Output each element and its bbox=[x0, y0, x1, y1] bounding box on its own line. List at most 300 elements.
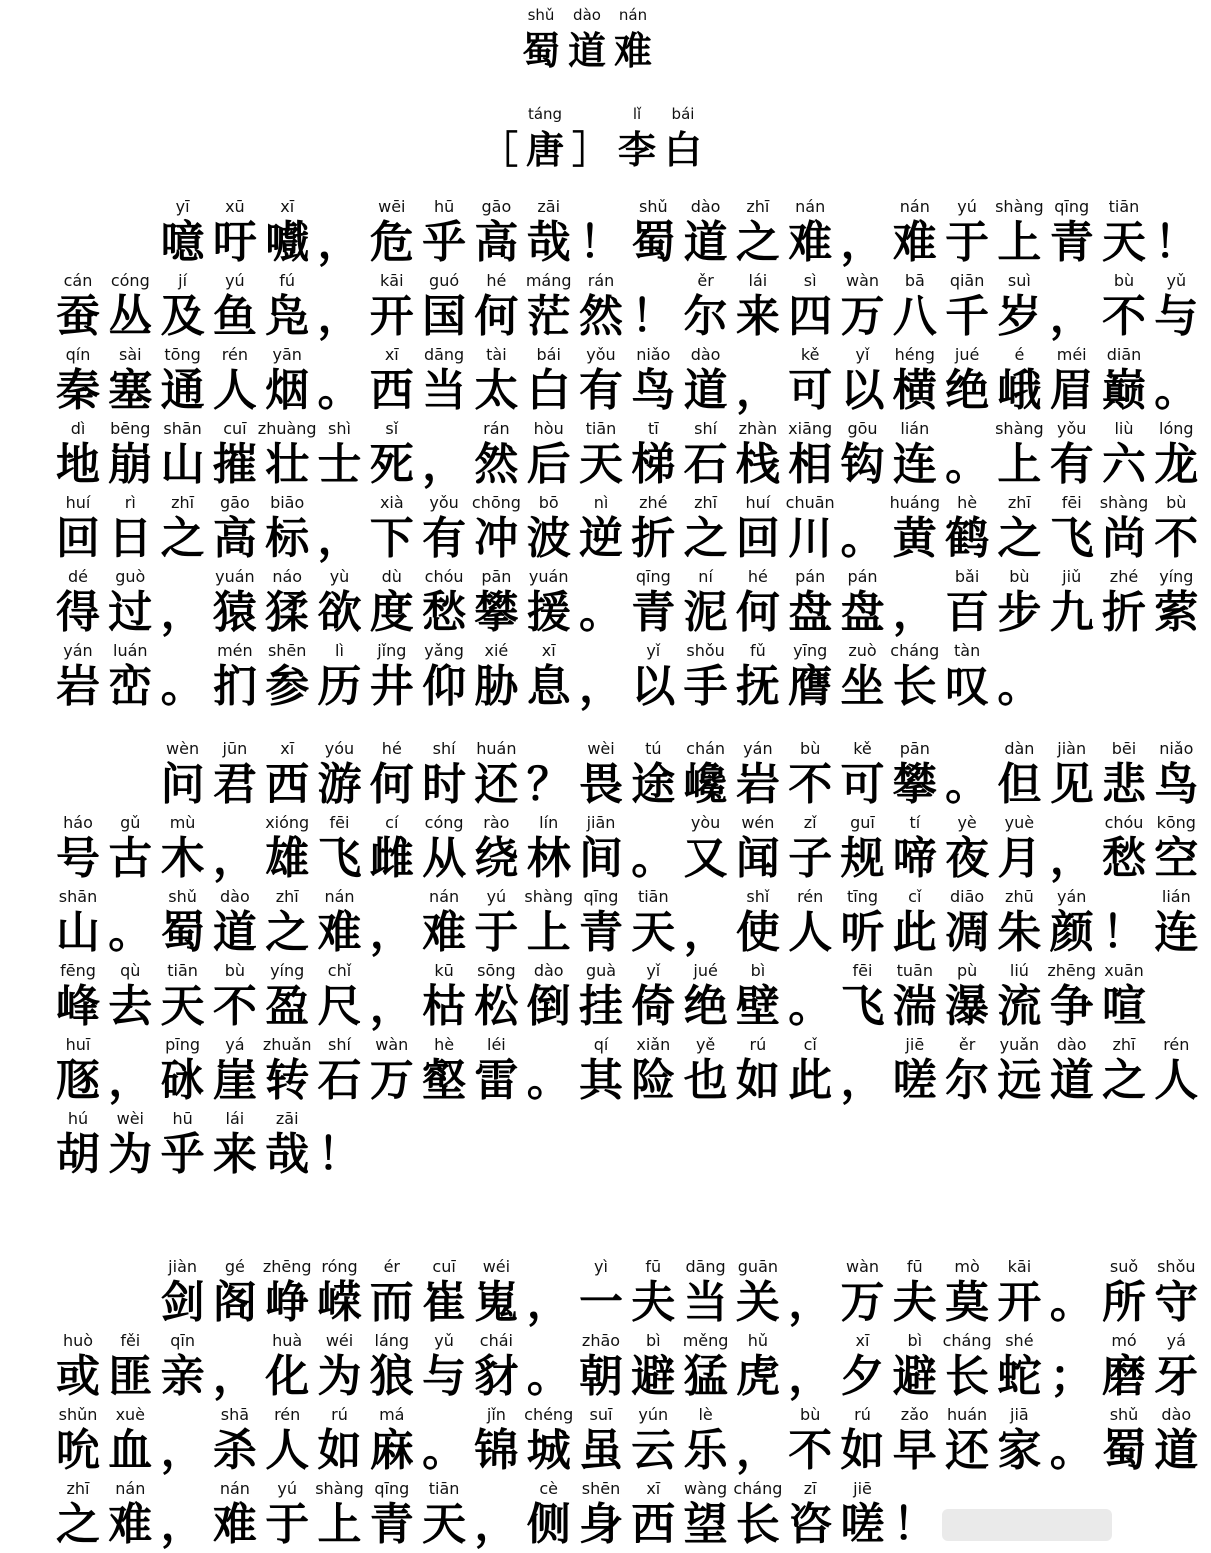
char-cell bbox=[681, 1404, 731, 1478]
hanzi-character: ］ bbox=[571, 127, 610, 172]
hanzi-character: 枯 bbox=[422, 981, 467, 1032]
pinyin-annotation: sì bbox=[803, 271, 817, 290]
hanzi-character: 巉 bbox=[683, 759, 728, 810]
poem-line bbox=[0, 418, 1199, 492]
pinyin-annotation: bǎi bbox=[954, 567, 980, 586]
pinyin-annotation: máng bbox=[525, 271, 572, 290]
hanzi-character: 以 bbox=[631, 661, 676, 712]
pinyin-annotation: tīng bbox=[846, 887, 878, 906]
pinyin-annotation: sōng bbox=[477, 961, 516, 980]
char-cell bbox=[994, 270, 1044, 344]
char-cell bbox=[658, 103, 708, 177]
hanzi-character: 西 bbox=[631, 1499, 676, 1550]
hanzi-character: 夜 bbox=[945, 833, 990, 884]
hanzi-character: 秦 bbox=[56, 365, 100, 416]
pinyin-annotation: zhuàng bbox=[257, 419, 317, 438]
pinyin-annotation: jǐn bbox=[486, 1405, 506, 1424]
hanzi-character: 于 bbox=[945, 217, 990, 268]
hanzi-character: 。 bbox=[945, 759, 990, 810]
pinyin-annotation: lǐ bbox=[632, 105, 642, 123]
hanzi-character: ！ bbox=[892, 1499, 937, 1550]
hanzi-character: 川 bbox=[788, 513, 833, 564]
pinyin-annotation: tuān bbox=[896, 961, 933, 980]
pinyin-annotation: jí bbox=[178, 271, 188, 290]
char-cell bbox=[524, 566, 574, 640]
hanzi-character: 一 bbox=[579, 1277, 623, 1328]
pinyin-annotation: má bbox=[379, 1405, 405, 1424]
pinyin-annotation: háo bbox=[63, 813, 93, 832]
pinyin-annotation: tàn bbox=[953, 641, 981, 660]
pinyin-annotation: hú bbox=[67, 1109, 89, 1128]
pinyin-annotation: méi bbox=[1056, 345, 1087, 364]
hanzi-character: 历 bbox=[317, 661, 362, 712]
hanzi-character: 为 bbox=[317, 1351, 362, 1402]
hanzi-character: 峦 bbox=[108, 661, 153, 712]
hanzi-character: 有 bbox=[579, 365, 623, 416]
pinyin-annotation: hè bbox=[434, 1035, 455, 1054]
char-cell bbox=[1151, 344, 1201, 418]
pinyin-annotation: ěr bbox=[958, 1035, 976, 1054]
pinyin-annotation: guà bbox=[585, 961, 617, 980]
hanzi-character: 回 bbox=[56, 513, 100, 564]
pinyin-annotation: shé bbox=[1005, 1331, 1034, 1350]
hanzi-character: 上 bbox=[317, 1499, 362, 1550]
hanzi-character: 早 bbox=[892, 1425, 937, 1476]
pinyin-annotation: shì bbox=[328, 419, 351, 438]
char-cell bbox=[785, 196, 835, 270]
hanzi-character: 开 bbox=[997, 1277, 1042, 1328]
hanzi-character: 烟 bbox=[265, 365, 310, 416]
hanzi-character: 之 bbox=[56, 1499, 100, 1550]
pinyin-annotation: wèi bbox=[587, 739, 615, 758]
pinyin-annotation: shǒu bbox=[686, 641, 725, 660]
hanzi-character: 抚 bbox=[735, 661, 780, 712]
hanzi-character: 绝 bbox=[683, 981, 728, 1032]
char-cell bbox=[471, 1330, 521, 1404]
pinyin-annotation: lì bbox=[335, 641, 344, 660]
hanzi-character: 家 bbox=[997, 1425, 1042, 1476]
pinyin-annotation: wàn bbox=[845, 271, 880, 290]
pinyin-annotation: xī bbox=[384, 345, 399, 364]
hanzi-character: 飞 bbox=[840, 981, 885, 1032]
hanzi-character: 磨 bbox=[1102, 1351, 1146, 1402]
hanzi-character: 问 bbox=[160, 759, 205, 810]
char-cell bbox=[733, 1330, 783, 1404]
hanzi-character: 血 bbox=[108, 1425, 153, 1476]
hanzi-character: 死 bbox=[369, 439, 414, 490]
pinyin-annotation: yǐ bbox=[646, 641, 661, 660]
pinyin-annotation: dāng bbox=[423, 345, 465, 364]
pinyin-annotation: yuán bbox=[528, 567, 569, 586]
pinyin-annotation: cuī bbox=[223, 419, 247, 438]
char-cell bbox=[576, 812, 626, 886]
pinyin-annotation: fēi bbox=[329, 813, 350, 832]
pinyin-annotation: fū bbox=[906, 1257, 923, 1276]
pinyin-annotation: suī bbox=[589, 1405, 613, 1424]
pinyin-annotation: yì bbox=[594, 1257, 608, 1276]
char-cell bbox=[105, 1404, 155, 1478]
hanzi-character: 愁 bbox=[422, 587, 467, 638]
pinyin-annotation: tiān bbox=[167, 961, 198, 980]
hanzi-character: ， bbox=[160, 587, 205, 638]
hanzi-character: 千 bbox=[945, 291, 990, 342]
hanzi-character: 嗟 bbox=[840, 1499, 885, 1550]
hanzi-character: 于 bbox=[474, 907, 519, 958]
hanzi-character: 此 bbox=[892, 907, 937, 958]
hanzi-character: 。 bbox=[840, 513, 885, 564]
hanzi-character: 四 bbox=[788, 291, 833, 342]
hanzi-character: ！ bbox=[1102, 907, 1146, 958]
hanzi-character: 尺 bbox=[317, 981, 362, 1032]
pinyin-annotation: qīn bbox=[170, 1331, 195, 1350]
hanzi-character: 剑 bbox=[160, 1277, 205, 1328]
pinyin-annotation: dào bbox=[690, 345, 721, 364]
hanzi-character: 夫 bbox=[631, 1277, 676, 1328]
pinyin-annotation: yán bbox=[743, 739, 773, 758]
hanzi-character: 横 bbox=[892, 365, 937, 416]
hanzi-character: 避 bbox=[631, 1351, 676, 1402]
pinyin-annotation: hòu bbox=[533, 419, 564, 438]
hanzi-character: 攀 bbox=[474, 587, 519, 638]
char-cell bbox=[838, 566, 888, 640]
char-cell bbox=[262, 344, 312, 418]
pinyin-annotation: pù bbox=[956, 961, 978, 980]
hanzi-character: 远 bbox=[997, 1055, 1042, 1106]
hanzi-character: 山 bbox=[56, 907, 100, 958]
pinyin-annotation: jǐng bbox=[377, 641, 407, 660]
pinyin-annotation: yān bbox=[272, 345, 302, 364]
hanzi-character: 猱 bbox=[265, 587, 310, 638]
hanzi-character: 欲 bbox=[317, 587, 362, 638]
pinyin-annotation: zāi bbox=[275, 1109, 299, 1128]
pinyin-annotation: bì bbox=[645, 1331, 661, 1350]
hanzi-character: 悲 bbox=[1102, 759, 1146, 810]
pinyin-annotation: huán bbox=[946, 1405, 988, 1424]
hanzi-character: 听 bbox=[840, 907, 885, 958]
hanzi-character: 喧 bbox=[1102, 981, 1146, 1032]
pinyin-annotation: huáng bbox=[889, 493, 940, 512]
pinyin-annotation: lín bbox=[539, 813, 559, 832]
hanzi-character: 倒 bbox=[526, 981, 571, 1032]
pinyin-annotation: léi bbox=[487, 1035, 506, 1054]
hanzi-character: 石 bbox=[317, 1055, 362, 1106]
hanzi-character: 君 bbox=[212, 759, 257, 810]
hanzi-character: 何 bbox=[474, 291, 519, 342]
char-cell bbox=[1151, 196, 1201, 270]
char-cell bbox=[262, 1108, 312, 1182]
hanzi-character: 牙 bbox=[1154, 1351, 1199, 1402]
hanzi-character: 上 bbox=[526, 907, 571, 958]
hanzi-character: 难 bbox=[422, 907, 467, 958]
hanzi-character: 雌 bbox=[369, 833, 414, 884]
hanzi-character: 崩 bbox=[108, 439, 153, 490]
hanzi-character: ， bbox=[840, 1055, 885, 1106]
pinyin-annotation: nán bbox=[795, 197, 826, 216]
char-cell bbox=[681, 344, 731, 418]
pinyin-annotation: jiān bbox=[586, 813, 616, 832]
pinyin-annotation: náo bbox=[272, 567, 303, 586]
pinyin-annotation: chǐ bbox=[327, 961, 352, 980]
pinyin-annotation: xū bbox=[225, 197, 245, 216]
pinyin-annotation: shàng bbox=[995, 419, 1044, 438]
hanzi-character: 息 bbox=[526, 661, 571, 712]
hanzi-character: 飞 bbox=[1049, 513, 1094, 564]
hanzi-character: 长 bbox=[892, 661, 937, 712]
hanzi-character: 子 bbox=[788, 833, 833, 884]
pinyin-annotation: fēi bbox=[1061, 493, 1082, 512]
pinyin-annotation: lái bbox=[225, 1109, 245, 1128]
hanzi-character: ！ bbox=[631, 291, 676, 342]
hanzi-character: 砯 bbox=[160, 1055, 205, 1106]
pinyin-annotation: cháng bbox=[733, 1479, 783, 1498]
hanzi-character: 峥 bbox=[265, 1277, 310, 1328]
pinyin-annotation: jiē bbox=[905, 1035, 925, 1054]
char-cell bbox=[367, 1404, 417, 1478]
hanzi-character: ， bbox=[212, 833, 257, 884]
pinyin-annotation: zǐ bbox=[803, 813, 817, 832]
hanzi-character: ， bbox=[788, 1351, 833, 1402]
pinyin-annotation: nán bbox=[429, 887, 460, 906]
hanzi-character: ， bbox=[212, 1351, 257, 1402]
pinyin-annotation: diān bbox=[1106, 345, 1142, 364]
hanzi-character: ， bbox=[369, 907, 414, 958]
hanzi-character: 鹤 bbox=[945, 513, 990, 564]
hanzi-character: 猛 bbox=[683, 1351, 728, 1402]
pinyin-annotation: chōng bbox=[471, 493, 521, 512]
hanzi-character: 地 bbox=[56, 439, 100, 490]
char-cell bbox=[262, 270, 312, 344]
hanzi-character: 嵬 bbox=[474, 1277, 519, 1328]
hanzi-character: 。 bbox=[945, 439, 990, 490]
hanzi-character: 黄 bbox=[892, 513, 937, 564]
hanzi-character: 麻 bbox=[369, 1425, 414, 1476]
hanzi-character: 绝 bbox=[945, 365, 990, 416]
pinyin-annotation: lè bbox=[698, 1405, 713, 1424]
hanzi-character: 道 bbox=[212, 907, 257, 958]
pinyin-annotation: rén bbox=[221, 345, 248, 364]
pinyin-annotation: jiàn bbox=[1057, 739, 1087, 758]
poem-line bbox=[0, 812, 1199, 886]
hanzi-character: 岩 bbox=[735, 759, 780, 810]
hanzi-character: 当 bbox=[422, 365, 467, 416]
hanzi-character: ， bbox=[788, 1277, 833, 1328]
hanzi-character: 步 bbox=[997, 587, 1042, 638]
hanzi-character: 。 bbox=[579, 587, 623, 638]
hanzi-character: ， bbox=[422, 439, 467, 490]
pinyin-annotation: zhī bbox=[1112, 1035, 1136, 1054]
pinyin-annotation: huò bbox=[62, 1331, 94, 1350]
pinyin-annotation: wéi bbox=[482, 1257, 511, 1276]
hanzi-character: 人 bbox=[212, 365, 257, 416]
hanzi-character: 朝 bbox=[579, 1351, 623, 1402]
pinyin-annotation: cǐ bbox=[908, 887, 922, 906]
hanzi-character: 人 bbox=[788, 907, 833, 958]
hanzi-character: 愁 bbox=[1102, 833, 1146, 884]
hanzi-character: 折 bbox=[631, 513, 676, 564]
hanzi-character: 蜀 bbox=[521, 28, 560, 73]
pinyin-annotation: qīng bbox=[583, 887, 619, 906]
hanzi-character: 身 bbox=[579, 1499, 623, 1550]
hanzi-character: 不 bbox=[788, 1425, 833, 1476]
hanzi-character: 难 bbox=[892, 217, 937, 268]
hanzi-character: 雷 bbox=[474, 1055, 519, 1106]
pinyin-annotation: yán bbox=[63, 641, 93, 660]
pinyin-annotation: mù bbox=[169, 813, 196, 832]
hanzi-character: 难 bbox=[613, 28, 652, 73]
hanzi-character: 巅 bbox=[1102, 365, 1146, 416]
char-cell bbox=[53, 886, 103, 960]
hanzi-character: 城 bbox=[526, 1425, 571, 1476]
hanzi-character: 峨 bbox=[997, 365, 1042, 416]
hanzi-character: 之 bbox=[735, 217, 780, 268]
pinyin-annotation: gé bbox=[224, 1257, 245, 1276]
pinyin-annotation: fēi bbox=[852, 961, 873, 980]
pinyin-annotation: cuī bbox=[432, 1257, 456, 1276]
hanzi-character: 倚 bbox=[631, 981, 676, 1032]
pinyin-annotation: xié bbox=[484, 641, 509, 660]
char-cell bbox=[524, 640, 574, 714]
hanzi-character: 盘 bbox=[788, 587, 833, 638]
pinyin-annotation: pān bbox=[481, 567, 512, 586]
pinyin-annotation: zhàn bbox=[738, 419, 778, 438]
hanzi-character: 夕 bbox=[840, 1351, 885, 1402]
hanzi-character: 畏 bbox=[579, 759, 623, 810]
hanzi-character: 哉 bbox=[265, 1129, 310, 1180]
pinyin-annotation: hé bbox=[381, 739, 402, 758]
hanzi-character: 化 bbox=[265, 1351, 310, 1402]
hanzi-character: 从 bbox=[422, 833, 467, 884]
pinyin-annotation: jiǔ bbox=[1062, 567, 1082, 586]
hanzi-character: ！ bbox=[579, 217, 623, 268]
hanzi-character: 鸟 bbox=[1154, 759, 1199, 810]
pinyin-annotation: cháng bbox=[890, 641, 940, 660]
hanzi-character: ， bbox=[1049, 833, 1094, 884]
pinyin-annotation: yóu bbox=[324, 739, 355, 758]
pinyin-annotation: shàng bbox=[1099, 493, 1149, 512]
hanzi-character: 。 bbox=[631, 833, 676, 884]
hanzi-character: 太 bbox=[474, 365, 519, 416]
hanzi-character: 道 bbox=[683, 217, 728, 268]
pinyin-annotation: bù bbox=[1166, 493, 1187, 512]
hanzi-character: 百 bbox=[945, 587, 990, 638]
char-cell bbox=[1151, 738, 1201, 812]
hanzi-character: 颜 bbox=[1049, 907, 1094, 958]
pinyin-annotation: bā bbox=[904, 271, 925, 290]
hanzi-character: 人 bbox=[1154, 1055, 1199, 1106]
hanzi-character: 松 bbox=[474, 981, 519, 1032]
hanzi-character: 有 bbox=[422, 513, 467, 564]
hanzi-character: 猿 bbox=[212, 587, 257, 638]
pinyin-annotation: guī bbox=[850, 813, 875, 832]
pinyin-annotation: dì bbox=[70, 419, 86, 438]
pinyin-annotation: jué bbox=[954, 345, 980, 364]
hanzi-character: 天 bbox=[579, 439, 623, 490]
hanzi-character: 其 bbox=[579, 1055, 623, 1106]
pinyin-annotation: rú bbox=[854, 1405, 871, 1424]
hanzi-character: 险 bbox=[631, 1055, 676, 1106]
hanzi-character: 林 bbox=[526, 833, 571, 884]
pinyin-annotation: suì bbox=[1007, 271, 1031, 290]
pinyin-annotation: hé bbox=[747, 567, 768, 586]
hanzi-character: 也 bbox=[683, 1055, 728, 1106]
pinyin-annotation: qīng bbox=[1054, 197, 1090, 216]
pinyin-annotation: bēng bbox=[110, 419, 151, 438]
pinyin-annotation: huà bbox=[272, 1331, 303, 1350]
pinyin-annotation: dàn bbox=[1004, 739, 1035, 758]
pinyin-annotation: gǔ bbox=[120, 813, 141, 832]
hanzi-character: 丛 bbox=[108, 291, 153, 342]
hanzi-character: ？ bbox=[526, 759, 571, 810]
hanzi-character: 眉 bbox=[1049, 365, 1094, 416]
pinyin-annotation: yán bbox=[1056, 887, 1087, 906]
pinyin-annotation: nán bbox=[618, 6, 648, 24]
pinyin-annotation: zǎo bbox=[900, 1405, 929, 1424]
pinyin-annotation: cí bbox=[385, 813, 399, 832]
pinyin-annotation: bō bbox=[538, 493, 559, 512]
pinyin-annotation: zuò bbox=[848, 641, 877, 660]
hanzi-character: 见 bbox=[1049, 759, 1094, 810]
hanzi-character: 。 bbox=[997, 661, 1042, 712]
pinyin-annotation: niǎo bbox=[636, 345, 671, 364]
pinyin-annotation: xuè bbox=[115, 1405, 146, 1424]
pinyin-annotation: jūn bbox=[222, 739, 248, 758]
hanzi-character: 游 bbox=[317, 759, 362, 810]
pinyin-annotation: guò bbox=[115, 567, 146, 586]
char-cell bbox=[1151, 270, 1201, 344]
poem-line bbox=[0, 196, 1199, 270]
pinyin-annotation: gāo bbox=[220, 493, 250, 512]
hanzi-character: 折 bbox=[1102, 587, 1146, 638]
hanzi-character: 使 bbox=[735, 907, 780, 958]
pinyin-annotation: láng bbox=[374, 1331, 410, 1350]
hanzi-character: 与 bbox=[422, 1351, 467, 1402]
hanzi-character: 回 bbox=[735, 513, 780, 564]
pinyin-annotation: biāo bbox=[270, 493, 305, 512]
hanzi-character: 之 bbox=[683, 513, 728, 564]
hanzi-character: 天 bbox=[422, 1499, 467, 1550]
hanzi-character: 然 bbox=[579, 291, 623, 342]
pinyin-annotation: xī bbox=[541, 641, 556, 660]
hanzi-character: 如 bbox=[840, 1425, 885, 1476]
pinyin-annotation: nì bbox=[593, 493, 609, 512]
pinyin-annotation: sǐ bbox=[385, 419, 399, 438]
hanzi-character: 云 bbox=[631, 1425, 676, 1476]
pinyin-annotation: zhēng bbox=[1047, 961, 1097, 980]
pinyin-annotation: chán bbox=[686, 739, 726, 758]
pinyin-annotation: shàng bbox=[995, 197, 1044, 216]
char-cell bbox=[1099, 344, 1149, 418]
pinyin-annotation: héng bbox=[894, 345, 935, 364]
hanzi-character: 逆 bbox=[579, 513, 623, 564]
pinyin-annotation: hé bbox=[486, 271, 507, 290]
pinyin-annotation: tài bbox=[486, 345, 507, 364]
pinyin-annotation: kě bbox=[800, 345, 820, 364]
pinyin-annotation: zhī bbox=[171, 493, 195, 512]
hanzi-character: 不 bbox=[212, 981, 257, 1032]
pinyin-annotation: fú bbox=[279, 271, 296, 290]
pinyin-annotation: jiàn bbox=[168, 1257, 198, 1276]
pinyin-annotation: lóng bbox=[1159, 419, 1194, 438]
pinyin-annotation: bì bbox=[907, 1331, 923, 1350]
char-cell bbox=[733, 1256, 783, 1330]
pinyin-annotation: fěi bbox=[120, 1331, 141, 1350]
pinyin-annotation: shǒu bbox=[1157, 1257, 1196, 1276]
hanzi-character: 凋 bbox=[945, 907, 990, 958]
pinyin-annotation: guó bbox=[429, 271, 460, 290]
hanzi-character: 何 bbox=[369, 759, 414, 810]
pinyin-annotation: dào bbox=[690, 197, 721, 216]
pinyin-annotation: yuè bbox=[1004, 813, 1035, 832]
